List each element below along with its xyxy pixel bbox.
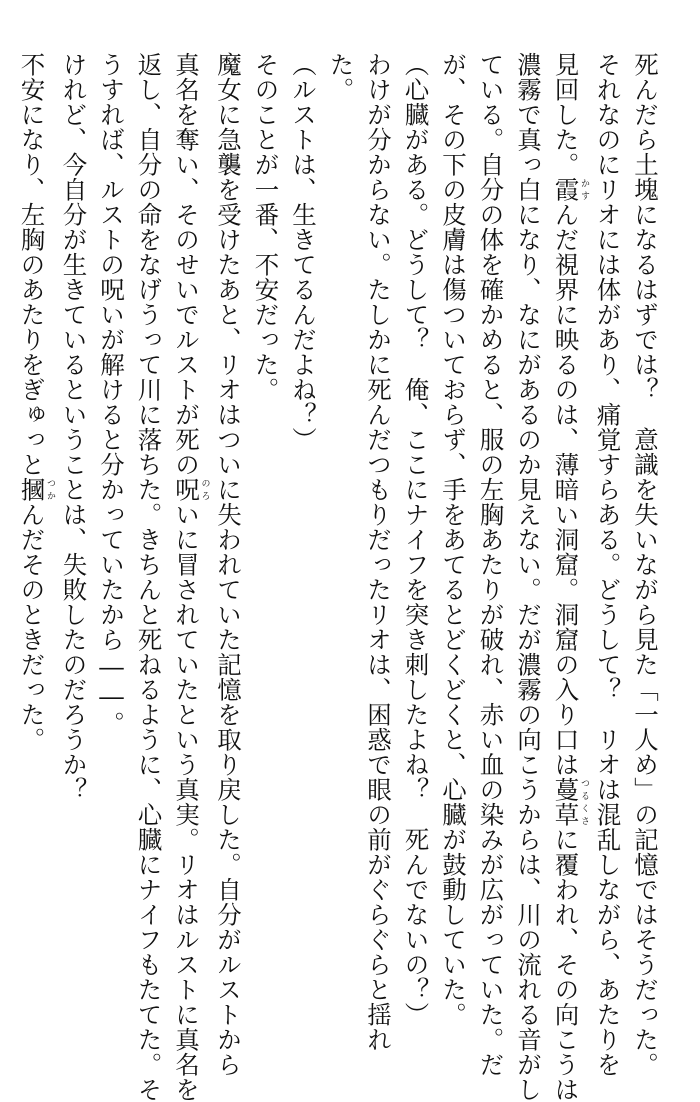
text-line-16: けれど、今自分が生きているということは、失敗したのだろうか？ (59, 52, 89, 802)
text-segment: んだそのときだった。 (17, 502, 47, 752)
text-line-13 (168, 52, 210, 1102)
text-line-11: そのことが一番、不安だった。 (251, 52, 281, 402)
text-line-8: わけが分からない。たしかに死んだつもりだったリオは、困惑で眼の前がぐらぐらと揺れ (364, 52, 393, 1052)
text-line-12: 魔女に急襲を受けたあと、リオはついに失われていた記憶を取り戻した。自分がルストから (214, 52, 243, 1077)
ruby-tsurukusa: 蔓草つるくさ (551, 777, 589, 827)
text-line-3 (547, 52, 589, 1102)
text-line-6: が、その下の皮膚は傷ついておらず、手をあてるとどくどくと、心臓が鼓動していた。 (439, 52, 468, 1027)
text-line-15: うすれば、ルストの呪いが解けると分かっていたから――。 (97, 52, 126, 736)
text-line-10: （ルストは、生きてるんだよね？） (289, 52, 318, 452)
text-segment: 真名を奪い、そのせいでルストが死の (172, 52, 201, 477)
text-segment: 見回した。 (551, 52, 581, 177)
text-line-14: 返し、自分の命をなげうって川に落ちた。きちんと死ねるように、心臓にナイフもたてた。そ (134, 52, 164, 1102)
text-line-7: （心臓がある。どうして？ 俺、ここにナイフを突き刺したよね？ 死んでないの？） (401, 52, 431, 1027)
text-line-9: た。 (326, 52, 356, 102)
text-line-17 (13, 52, 55, 982)
ruby-noroi: 呪のろ (172, 477, 210, 502)
ruby-tsuka: 摑つか (17, 477, 55, 502)
text-line-4: 濃霧で真っ白になり、なにがあるのか見えない。だが濃霧の向こうからは、川の流れる音がし (514, 52, 543, 1102)
text-segment: に覆われ、その向こうは (551, 827, 581, 1102)
text-segment: 不安になり、左胸のあたりをぎゅっと (17, 52, 47, 477)
vertical-text-body (13, 52, 664, 1102)
text-segment: んだ視界に映るのは、薄暗い洞窟。洞窟の入り口は (551, 202, 581, 777)
text-segment: いに冒されていたという真実。リオはルストに真名を (172, 502, 201, 1102)
ruby-kasu: 霞かす (551, 177, 589, 202)
text-line-1: 死んだら土塊になるはずでは？ 意識を失いながら見た「一人め」の記憶ではそうだった。 (631, 52, 660, 1077)
text-line-2: それなのにリオには体があり、痛覚すらある。どうして？ リオは混乱しながら、あたりを (593, 52, 623, 1077)
text-line-5: ている。自分の体を確かめると、服の左胸あたりが破れ、赤い血の染みが広がっていた。だ (476, 52, 506, 1077)
